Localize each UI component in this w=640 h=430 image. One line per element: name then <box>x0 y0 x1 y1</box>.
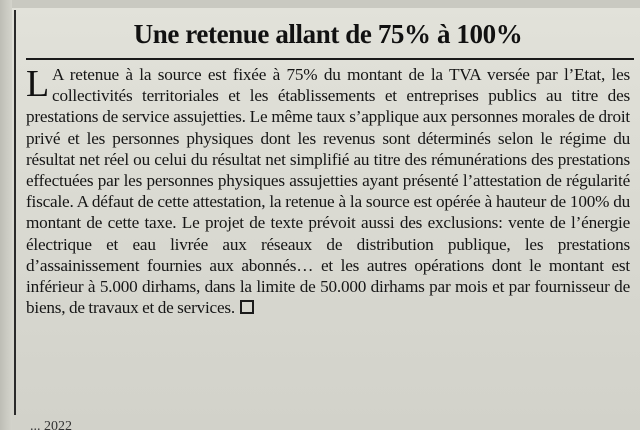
article-body <box>26 64 630 318</box>
column-separator-rule <box>14 10 16 415</box>
article-headline: Une retenue allant de 75% à 100% <box>133 19 523 49</box>
top-margin-strip <box>0 0 640 8</box>
page-left-edge <box>0 0 12 430</box>
end-of-article-box-icon <box>240 300 254 314</box>
cropped-footer-text: ... 2022 <box>30 419 72 430</box>
headline-underline <box>26 58 634 60</box>
drop-cap: L <box>26 63 50 105</box>
article-paragraph: A retenue à la source est fixée à 75% du montant de la TVA versée par l’Etat, les collectivités territoriales et les établissements et entreprises publics au titre des prestations de service assujetties. Le même taux s’applique aux personnes morales de droit privé et les personnes physiques dont les revenus sont déterminés selon le régime du résultat net réel ou celui du résultat net simplifié au titre des rémunérations des prestations effectuées par les personnes physiques assujetties ayant présenté l’attestation de régularité fiscale. A défaut de cette attestation, la retenue à la source est opérée à hauteur de 100% du montant de cette taxe. Le projet de texte prévoit aussi des exclusions: vente de l’énergie électrique et eau livrée aux réseaux de distribution publique, les prestations d’assainissement fournies aux abonnés… et les autres opérations dont le montant est inférieur à 5.000 dirhams, dans la limite de 50.000 dirhams par mois et par fournisseur de biens, de travaux et de services. <box>26 65 630 318</box>
